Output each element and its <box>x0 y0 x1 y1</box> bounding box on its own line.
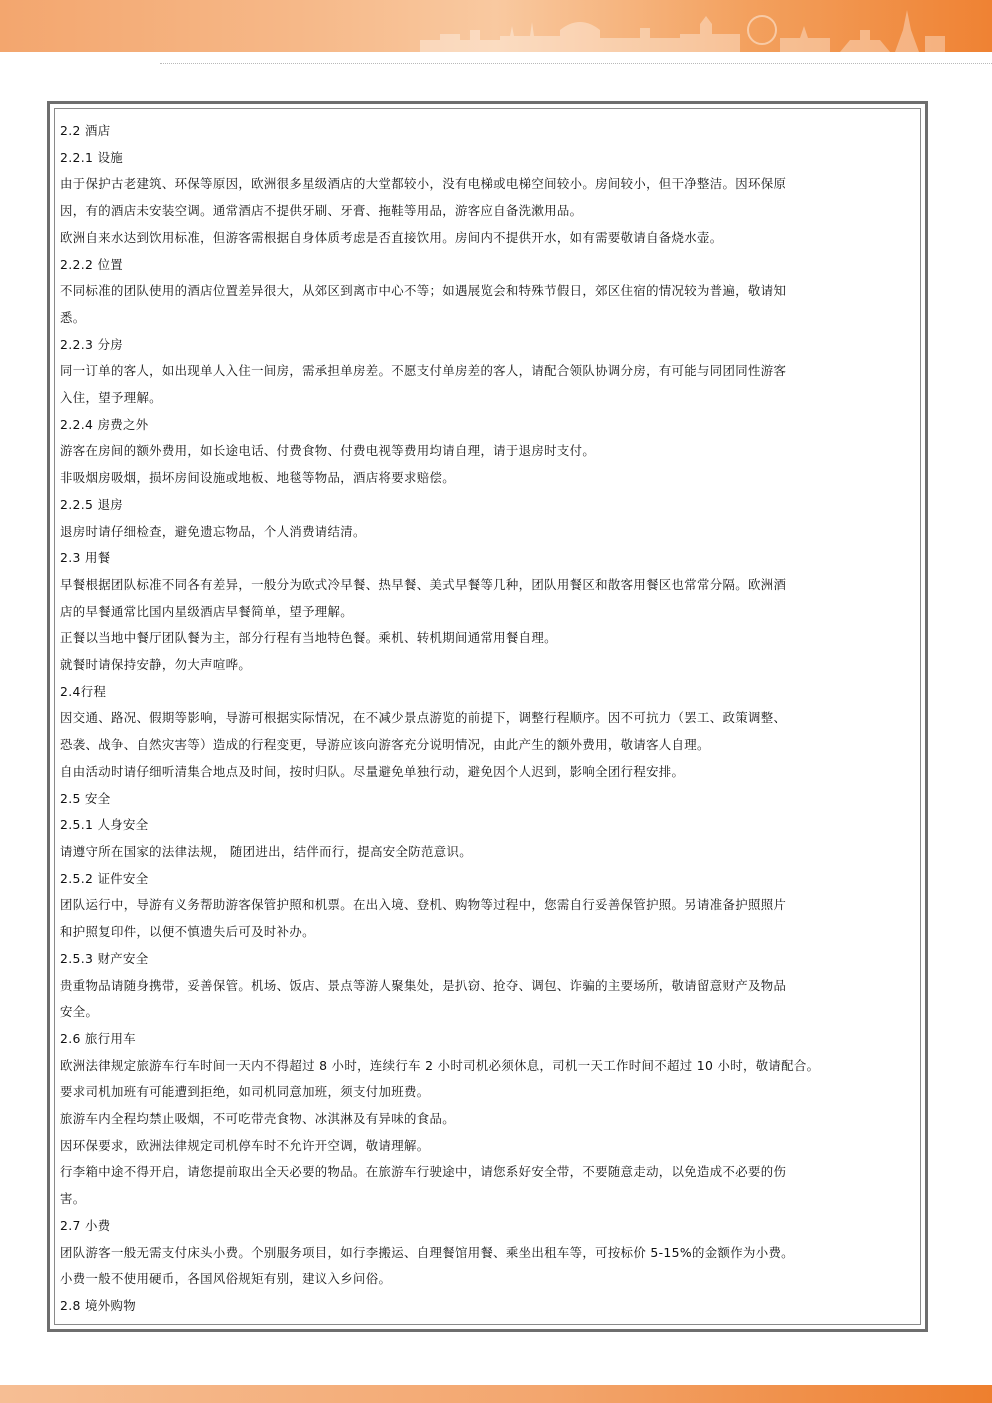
section-heading: 2.8 境外购物 <box>60 1297 137 1313</box>
paragraph-line: 早餐根据团队标准不同各有差异，一般分为欧式冷早餐、热早餐、美式早餐等几种，团队用餐区和散客用餐区也常常分隔。欧洲酒 <box>60 576 787 592</box>
paragraph-line: 就餐时请保持安静，勿大声喧哗。 <box>60 657 252 673</box>
paragraph-line: 因环保要求，欧洲法律规定司机停车时不允许开空调，敬请理解。 <box>60 1137 430 1153</box>
section-heading: 2.3 用餐 <box>60 550 111 566</box>
paragraph-line: 安全。 <box>60 1004 99 1020</box>
paragraph-line: 不同标准的团队使用的酒店位置差异很大，从郊区到离市中心不等；如遇展览会和特殊节假日，郊区住宿的情况较为普遍，敬请知 <box>60 283 787 299</box>
paragraph-line: 非吸烟房吸烟，损坏房间设施或地板、地毯等物品，酒店将要求赔偿。 <box>60 470 455 486</box>
paragraph-line: 贵重物品请随身携带，妥善保管。机场、饭店、景点等游人聚集处，是扒窃、抢夺、调包、诈骗的主要场所，敬请留意财产及物品 <box>60 977 787 993</box>
subsection-heading: 2.2.1 设施 <box>60 149 124 165</box>
paragraph-line: 和护照复印件，以便不慎遗失后可及时补办。 <box>60 924 315 940</box>
section-heading: 2.6 旅行用车 <box>60 1030 137 1046</box>
paragraph-line: 害。 <box>60 1191 86 1207</box>
paragraph-line: 店的早餐通常比国内星级酒店早餐简单，望予理解。 <box>60 603 354 619</box>
header-banner <box>0 0 992 52</box>
section-heading: 2.2 酒店 <box>60 123 111 138</box>
paragraph-line: 旅游车内全程均禁止吸烟，不可吃带壳食物、冰淇淋及有异味的食品。 <box>60 1111 455 1127</box>
subsection-heading: 2.5.3 财产安全 <box>60 950 149 966</box>
section-heading: 2.7 小费 <box>60 1217 111 1233</box>
subsection-heading: 2.2.2 位置 <box>60 256 124 272</box>
paragraph-line: 因，有的酒店未安装空调。通常酒店不提供牙刷、牙膏、拖鞋等用品，游客应自备洗漱用品。 <box>60 203 583 219</box>
paragraph-line: 游客在房间的额外费用，如长途电话、付费食物、付费电视等费用均请自理，请于退房时支付。 <box>60 443 596 459</box>
paragraph-line: 自由活动时请仔细听清集合地点及时间，按时归队。尽量避免单独行动，避免因个人迟到，影响全团行程安排。 <box>60 763 685 779</box>
paragraph-line: 要求司机加班有可能遭到拒绝，如司机同意加班，须支付加班费。 <box>60 1084 430 1100</box>
subsection-heading: 2.2.5 退房 <box>60 496 124 512</box>
subsection-heading: 2.2.3 分房 <box>60 336 124 352</box>
subsection-heading: 2.2.4 房费之外 <box>60 416 149 432</box>
header-divider <box>160 63 992 64</box>
city-skyline-icon <box>0 0 992 52</box>
paragraph-line: 团队运行中，导游有义务帮助游客保管护照和机票。在出入境、登机、购物等过程中，您需自行妥善保管护照。另请准备护照照片 <box>60 897 787 913</box>
section-heading: 2.5 安全 <box>60 790 111 806</box>
paragraph-line: 团队游客一般无需支付床头小费。个别服务项目，如行李搬运、自理餐馆用餐、乘坐出租车等，可按标价 5-15%的金额作为小费。 <box>60 1244 794 1260</box>
paragraph-line: 由于保护古老建筑、环保等原因，欧洲很多星级酒店的大堂都较小，没有电梯或电梯空间较小。房间较小，但干净整洁。因环保原 <box>60 176 787 192</box>
paragraph-line: 行李箱中途不得开启，请您提前取出全天必要的物品。在旅游车行驶途中，请您系好安全带，不要随意走动，以免造成不必要的伤 <box>60 1164 787 1180</box>
paragraph-line: 欧洲自来水达到饮用标准，但游客需根据自身体质考虑是否直接饮用。房间内不提供开水，如有需要敬请自备烧水壶。 <box>60 229 723 245</box>
footer-band <box>0 1385 992 1403</box>
section-heading: 2.4行程 <box>60 683 107 699</box>
paragraph-line: 恐袭、战争、自然灾害等）造成的行程变更，导游应该向游客充分说明情况，由此产生的额外费用，敬请客人自理。 <box>60 737 710 753</box>
paragraph-line: 退房时请仔细检查，避免遗忘物品，个人消费请结清。 <box>60 523 366 539</box>
paragraph-line: 正餐以当地中餐厅团队餐为主，部分行程有当地特色餐。乘机、转机期间通常用餐自理。 <box>60 630 557 646</box>
paragraph-line: 悉。 <box>60 309 86 325</box>
subsection-heading: 2.5.1 人身安全 <box>60 817 149 833</box>
paragraph-line: 小费一般不使用硬币，各国风俗规矩有别，建议入乡问俗。 <box>60 1271 392 1287</box>
paragraph-line: 同一订单的客人，如出现单人入住一间房，需承担单房差。不愿支付单房差的客人，请配合领队协调分房，有可能与同团同性游客 <box>60 363 787 379</box>
paragraph-line: 因交通、路况、假期等影响，导游可根据实际情况，在不减少景点游览的前提下，调整行程顺序。因不可抗力（罢工、政策调整、 <box>60 710 787 726</box>
paragraph-line: 欧洲法律规定旅游车行车时间一天内不得超过 8 小时，连续行车 2 小时司机必须休息，司机一天工作时间不超过 10 小时，敬请配合。 <box>60 1057 820 1073</box>
paragraph-line: 请遵守所在国家的法律法规， 随团进出，结伴而行，提高安全防范意识。 <box>60 843 472 859</box>
document-body <box>60 118 916 1320</box>
paragraph-line: 入住，望予理解。 <box>60 390 162 406</box>
subsection-heading: 2.5.2 证件安全 <box>60 870 149 886</box>
